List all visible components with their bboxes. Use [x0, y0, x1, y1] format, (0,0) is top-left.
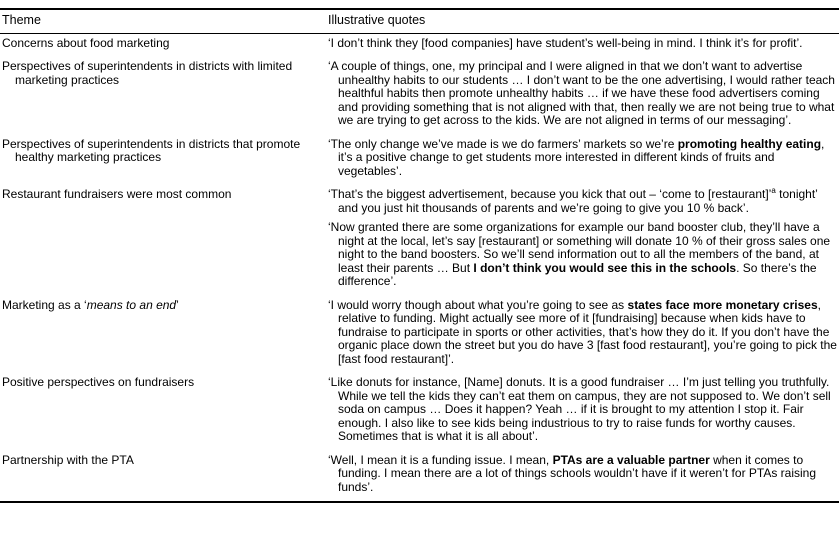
theme-text: Concerns about food marketing [2, 35, 170, 50]
theme-text: Marketing as a ‘means to an end’ [2, 297, 179, 312]
table-row [0, 373, 839, 451]
quote-paragraph: ‘The only change we’ve made is we do farmers’ markets so we’re promoting healthy eating, it’s a positive change to get students more interested in different kinds of fruits and vegetables’. [328, 136, 825, 178]
table-row [0, 57, 839, 135]
quote-cell [326, 185, 839, 296]
theme-cell [0, 451, 326, 503]
table-row [0, 33, 839, 57]
table-header [0, 9, 839, 33]
quote-cell [326, 57, 839, 135]
quote-cell [326, 135, 839, 186]
theme-text: Restaurant fundraisers were most common [2, 187, 232, 201]
quote-paragraph: ‘Now granted there are some organizations for example our band booster club, they’ll have a night at the local, let’s say [restaurant] or something will donate 10 % of their gross sales one night to the band boosters. So we’ll send information out to all the members of the band, at least their parents … But I don’t think you would see this in the schools. So there’s the difference’. [328, 220, 831, 288]
header-illustrative-quotes: Illustrative quotes [326, 9, 839, 33]
quote-cell [326, 451, 839, 503]
table-row [0, 185, 839, 296]
quote-paragraph: ‘A couple of things, one, my principal and I were aligned in that we don’t want to advertise unhealthy habits to our students … I don’t want to be the one advertising, I would rather teach healthful habits then promote unhealthy habits … if we have these food advertisers coming and providing something that is not aligned with that, then really we are not being true to what we are trying to get across to the kids. We are not aligned in terms of our messaging’. [328, 59, 835, 127]
table-row [0, 296, 839, 374]
quote-paragraph: ‘Like donuts for instance, [Name] donuts. It is a good fundraiser … I’m just telling you truthfully. While we tell the kids they can’t eat them on campus, they are not supposed to. We don’t sell soda on campus … Does it happen? Yeah … if it is brought to my attention I stop it. Fair enough. I also like to see kids being industrious to try to raise funds for worthy causes. Sometimes that is what it is all about’. [328, 375, 831, 443]
theme-cell [0, 185, 326, 296]
theme-cell [0, 33, 326, 57]
theme-cell [0, 296, 326, 374]
theme-text: Partnership with the PTA [2, 452, 134, 467]
quote-cell [326, 373, 839, 451]
theme-text: Positive perspectives on fundraisers [2, 375, 195, 389]
quote-paragraph: ‘I don’t think they [food companies] have student’s well-being in mind. I think it’s for profit’. [328, 35, 803, 50]
table-body [0, 33, 839, 502]
theme-text: Perspectives of superintendents in districts that promote healthy marketing practices [2, 136, 301, 164]
quote-paragraph: ‘Well, I mean it is a funding issue. I mean, PTAs are a valuable partner when it comes to funding. I mean there are a lot of things schools wouldn’t have if it weren’t for PTAs raising funds’. [328, 452, 817, 494]
theme-cell [0, 57, 326, 135]
table-row [0, 451, 839, 503]
theme-cell [0, 373, 326, 451]
quote-cell [326, 33, 839, 57]
table-row [0, 135, 839, 186]
quote-cell [326, 296, 839, 374]
themes-quotes-table [0, 8, 839, 503]
header-theme: Theme [0, 9, 326, 33]
theme-text: Perspectives of superintendents in districts with limited marketing practices [2, 59, 293, 87]
theme-cell [0, 135, 326, 186]
quote-paragraph: ‘I would worry though about what you’re going to see as states face more monetary crises, relative to funding. Might actually see more of it [fundraising] because when kids have to fundraise to participate in sports or other activities, that’s how they do it. If you don’t have the organic place down the street but you do have 3 [fast food restaurant], you’re going to pick the [fast food restaurant]’. [328, 297, 837, 366]
header-row [0, 9, 839, 33]
quote-paragraph: ‘That’s the biggest advertisement, because you kick that out – ‘come to [restaurant]’$^a$ tonight’ and you just hit thousands of parents and we’re going to give you 10 % back’. [328, 186, 818, 215]
